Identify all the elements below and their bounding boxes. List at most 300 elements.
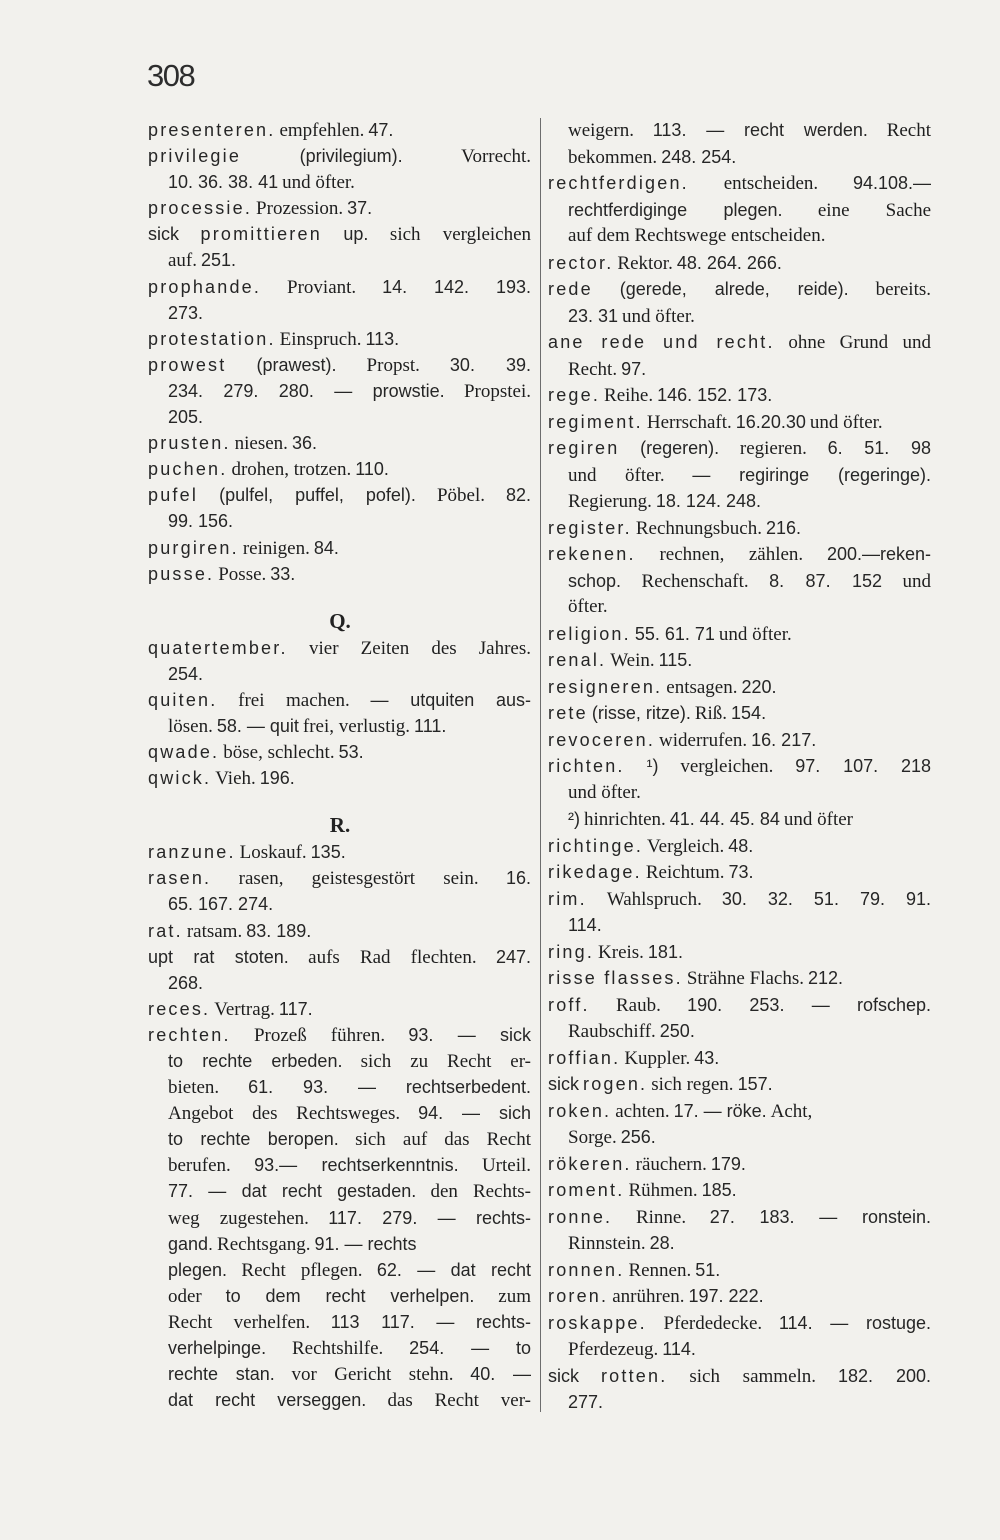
low-german-text: schop. [568, 570, 622, 591]
glossary-line [148, 247, 532, 273]
line-text [168, 972, 204, 993]
low-german-text: 113. [365, 328, 400, 349]
line-text [168, 511, 234, 532]
line-text [548, 1153, 746, 1175]
line-text [148, 689, 531, 711]
german-gloss: lösen. [168, 715, 213, 737]
line-text [148, 946, 532, 968]
headword: prusten. [148, 433, 231, 454]
glossary-line [148, 1100, 532, 1126]
german-gloss: niesen. [234, 433, 288, 455]
german-gloss: vergleichen. [680, 756, 774, 777]
headword: rim. [548, 888, 587, 909]
line-text [168, 1233, 417, 1255]
glossary-entry [548, 859, 932, 886]
glossary-line [148, 169, 532, 195]
glossary-line [548, 144, 932, 171]
line-text [148, 1024, 532, 1046]
line-text [148, 868, 531, 890]
low-german-text: 8. 87. 152 [769, 570, 883, 591]
glossary-line [148, 352, 532, 378]
headword: resigneren. [548, 676, 663, 697]
line-text [148, 537, 339, 559]
line-text [548, 279, 932, 300]
german-gloss: sich regen. [651, 1074, 734, 1095]
german-gloss: rasen, geistesgestört sein. [238, 868, 479, 890]
glossary-line [148, 865, 532, 891]
glossary-entry [548, 515, 932, 542]
low-german-text: 234. 279. 280. — prowstie. [168, 380, 445, 401]
line-text [568, 358, 647, 380]
glossary-line [548, 965, 932, 992]
glossary-line [548, 303, 932, 330]
line-text [548, 252, 782, 274]
german-gloss: empfehlen. [279, 120, 365, 141]
glossary-line [148, 1231, 532, 1257]
line-text [168, 1207, 532, 1229]
low-german-text: 84. [313, 537, 339, 558]
line-text [568, 809, 853, 830]
low-german-text: 51. [695, 1259, 721, 1280]
low-german-text: 220. [741, 676, 777, 697]
low-german-text: 99. 156. [168, 511, 234, 532]
line-text [148, 224, 532, 246]
glossary-entry [548, 833, 932, 860]
line-text [568, 570, 932, 592]
headword: roment. [548, 1180, 625, 1200]
section-letter: R. [329, 813, 351, 838]
headword: ane rede und recht. [548, 332, 775, 352]
low-german-text: 16. 217. [751, 729, 817, 750]
glossary-line [148, 535, 532, 561]
low-german-text: 33. [270, 563, 296, 584]
line-text [548, 650, 693, 671]
german-gloss: berufen. [168, 1155, 231, 1177]
low-german-text: 111. [414, 715, 447, 736]
headword: puchen. [148, 459, 228, 480]
headword: renal. [548, 650, 607, 670]
glossary-line [548, 223, 932, 250]
line-text [548, 544, 932, 565]
line-text [568, 596, 608, 617]
low-german-text: 18. 124. 248. [655, 491, 761, 511]
headword: ronnen. [548, 1259, 625, 1280]
german-gloss: Riß. [694, 703, 728, 724]
section-letter: Q. [329, 608, 351, 633]
left-column [148, 117, 532, 1413]
line-text [548, 994, 932, 1016]
low-german-text: — regiringe (regeringe). [692, 464, 931, 485]
german-gloss: Recht verhelfen. [168, 1311, 311, 1333]
low-german-text: 83. 189. [246, 920, 312, 941]
german-gloss: ohne Grund und [788, 332, 932, 353]
glossary-line [548, 939, 932, 966]
glossary-entry [548, 1098, 932, 1151]
german-gloss: Urteil. [481, 1155, 532, 1177]
right-column [548, 117, 932, 1416]
low-german-text: 40. — [470, 1364, 532, 1385]
line-text [568, 1233, 675, 1254]
glossary-entry [548, 965, 932, 992]
glossary-entry [148, 918, 532, 944]
glossary-line [548, 170, 932, 197]
glossary-line [148, 195, 532, 221]
line-text [548, 729, 817, 751]
line-text [148, 146, 531, 168]
glossary-line [148, 713, 532, 739]
low-german-text: sick [548, 1074, 579, 1094]
glossary-line [548, 727, 932, 754]
german-gloss: sich vergleichen [389, 224, 532, 246]
german-gloss: und [902, 570, 932, 592]
headword: reces. [148, 998, 211, 1019]
german-gloss: Rinnstein. [568, 1233, 646, 1254]
glossary-entry [148, 535, 532, 561]
low-german-text: 181. [647, 941, 683, 962]
line-text [548, 623, 792, 645]
glossary-line [548, 1045, 932, 1072]
headword: rete [548, 703, 588, 723]
line-text [548, 438, 932, 459]
low-german-text: verhelpinge. [168, 1338, 267, 1359]
line-text [548, 835, 754, 857]
headword: rege. [548, 385, 601, 405]
line-text [168, 1311, 531, 1333]
low-german-text: 114. [568, 915, 602, 935]
glossary-entry [548, 727, 932, 754]
line-text [568, 1339, 696, 1360]
line-text [568, 491, 761, 512]
glossary-line [548, 1124, 932, 1151]
glossary-line [148, 561, 532, 587]
headword: rasen. [148, 868, 212, 889]
glossary-line [148, 1387, 532, 1413]
low-german-text: 91. — rechts [314, 1233, 417, 1254]
headword: qwick. [148, 768, 212, 789]
headword: roren. [548, 1286, 609, 1306]
line-text [568, 1021, 695, 1042]
glossary-line [148, 508, 532, 534]
line-text [568, 305, 695, 327]
german-gloss: Posse. [218, 563, 267, 585]
glossary-entry [148, 221, 532, 273]
line-text [548, 703, 767, 724]
low-german-text: 17. — röke. [673, 1100, 767, 1121]
headword: richtinge. [548, 835, 644, 856]
line-text [168, 1051, 532, 1072]
line-text [548, 676, 777, 698]
german-gloss: Rühmen. [628, 1180, 698, 1201]
german-gloss: Rektor. [617, 252, 673, 274]
low-german-text: sick [148, 224, 179, 245]
low-german-text: to rechte beropen. [168, 1129, 339, 1150]
glossary-entry [548, 541, 932, 621]
glossary-entry [148, 765, 532, 791]
german-gloss: Recht [886, 120, 932, 141]
low-german-text: 157. [737, 1074, 773, 1094]
german-gloss: Rennen. [628, 1259, 692, 1281]
line-text [168, 250, 237, 272]
glossary-line [148, 661, 532, 687]
line-text [148, 998, 313, 1020]
glossary-line [548, 780, 932, 807]
glossary-line [148, 274, 532, 300]
glossary-entry [548, 992, 932, 1045]
line-text [148, 768, 295, 790]
low-german-text: 114. — rostuge. [778, 1312, 931, 1333]
glossary-line [548, 1257, 932, 1284]
low-german-text: 93. — sick [408, 1024, 532, 1045]
german-gloss: Prozession. [256, 198, 344, 220]
glossary-entry [548, 939, 932, 966]
low-german-text: 55. 61. 71 [634, 623, 715, 644]
low-german-text: 16. [505, 868, 531, 889]
glossary-entry [548, 329, 932, 382]
german-gloss: und öfter. [718, 623, 792, 645]
line-text [568, 199, 932, 221]
headword: regiren [548, 438, 620, 458]
glossary-entry [148, 944, 532, 996]
glossary-line [148, 404, 532, 430]
glossary-entry [548, 700, 932, 727]
glossary-entry [148, 839, 532, 865]
glossary-line [548, 674, 932, 701]
low-german-text: 248. 254. [661, 146, 737, 167]
line-text [548, 1100, 813, 1122]
line-text [168, 1181, 531, 1203]
headword: rede [548, 279, 593, 299]
line-text [168, 894, 274, 915]
glossary-entry [548, 647, 932, 674]
glossary-line [548, 594, 932, 621]
glossary-line [548, 806, 932, 833]
headword: pufel [148, 485, 199, 506]
german-gloss: Reichtum. [645, 862, 725, 883]
glossary-line [548, 409, 932, 436]
german-gloss: Vergleich. [647, 835, 725, 857]
low-german-text: 251. [201, 250, 237, 271]
low-german-text: 212. [807, 968, 844, 988]
headword: rechten. [148, 1024, 231, 1045]
german-gloss: Regierung. [568, 491, 652, 512]
low-german-text: 62. — dat recht [376, 1259, 531, 1280]
line-text [548, 1259, 721, 1281]
glossary-entry [148, 635, 532, 687]
glossary-line [548, 1204, 932, 1231]
german-gloss: Rechtshilfe. [291, 1338, 384, 1360]
glossary-entry [548, 621, 932, 648]
glossary-line [148, 1022, 532, 1048]
headword: prowest [148, 354, 227, 375]
line-text [148, 563, 296, 585]
low-german-text: 273. [168, 302, 204, 323]
low-german-text: (regeren). [640, 438, 720, 458]
glossary-line [548, 356, 932, 383]
low-german-text: 117. 279. — rechts- [328, 1207, 532, 1228]
german-gloss: auf. [168, 250, 198, 272]
glossary-line [148, 1152, 532, 1178]
low-german-text: 30. 39. [449, 354, 532, 375]
glossary-line [548, 992, 932, 1019]
low-german-text: 77. — dat recht gestaden. [168, 1181, 417, 1202]
glossary-line [148, 456, 532, 482]
german-gloss: eine Sache [817, 199, 932, 221]
line-text [148, 920, 312, 942]
line-text [168, 407, 204, 428]
low-german-text: 37. [347, 198, 373, 219]
headword: quatertember. [148, 637, 288, 658]
line-text [548, 1206, 931, 1228]
german-gloss: anrühren. [612, 1286, 685, 1307]
line-text [168, 715, 447, 737]
headword: rechtferdigen. [548, 173, 689, 193]
line-text [548, 756, 932, 777]
german-gloss: Recht pflegen. [241, 1259, 363, 1281]
glossary-line [148, 891, 532, 917]
glossary-line [548, 1336, 932, 1363]
headword: rekenen. [548, 544, 636, 564]
glossary-line [148, 482, 532, 508]
headword: prophande. [148, 276, 262, 297]
low-german-text: 27. 183. — ronstein. [709, 1206, 931, 1227]
low-german-text: (pulfel, puffel, pofel). [219, 485, 416, 506]
line-text [148, 328, 400, 350]
glossary-line [148, 1205, 532, 1231]
glossary-entry [148, 865, 532, 917]
glossary-line [148, 143, 532, 169]
line-text [568, 225, 826, 246]
low-german-text: 43. [694, 1047, 720, 1068]
german-gloss: Strähne Flachs. [686, 968, 804, 989]
german-gloss: Pöbel. [436, 485, 485, 507]
low-german-text: to rechte erbeden. [168, 1051, 343, 1071]
low-german-text: 190. 253. — rofschep. [687, 994, 932, 1015]
low-german-text: ²) [568, 809, 580, 829]
glossary-entry [148, 326, 532, 352]
german-gloss: reinigen. [242, 537, 310, 559]
headword: regiment. [548, 411, 643, 432]
headword: risse flasses. [548, 968, 683, 988]
german-gloss: und öfter. [622, 305, 695, 327]
low-german-text: 216. [765, 517, 802, 538]
glossary-line [148, 1309, 532, 1335]
headword: promittieren [200, 224, 322, 245]
glossary-line [148, 117, 532, 143]
line-text [168, 1259, 531, 1281]
german-gloss: sich auf das Recht [355, 1129, 531, 1151]
glossary-line [548, 753, 932, 780]
german-gloss: Propstei. [463, 380, 531, 402]
german-gloss: entscheiden. [723, 173, 819, 194]
german-gloss: den Rechts- [430, 1181, 531, 1203]
low-german-text: 93.— rechtserkenntnis. [254, 1155, 459, 1176]
line-text [568, 1127, 656, 1148]
headword: roffian. [548, 1047, 621, 1068]
glossary-entry [548, 117, 932, 170]
low-german-text: 48. [728, 835, 754, 856]
glossary-line [548, 1363, 932, 1390]
glossary-line [148, 1335, 532, 1361]
glossary-line [548, 700, 932, 727]
low-german-text: 65. 167. 274. [168, 894, 274, 915]
glossary-entry [548, 1283, 932, 1310]
low-german-text: 205. [168, 407, 204, 428]
glossary-entry [148, 143, 532, 195]
line-text [548, 1074, 773, 1095]
glossary-line [148, 1178, 532, 1204]
glossary-entry [548, 170, 932, 250]
low-german-text: 200.—reken- [826, 544, 932, 564]
low-german-text: 250. [659, 1021, 695, 1041]
german-gloss: Vertrag. [214, 998, 275, 1020]
german-gloss: Wein. [610, 650, 655, 671]
glossary-entry [148, 430, 532, 456]
glossary-entry [148, 996, 532, 1022]
low-german-text: — utquiten aus- [370, 689, 531, 710]
line-text [168, 1338, 532, 1360]
glossary-line [548, 1230, 932, 1257]
low-german-text: 113. — recht werden. [652, 120, 868, 140]
glossary-line [148, 970, 532, 996]
glossary-entry [548, 886, 932, 939]
low-german-text: 114. [662, 1339, 696, 1359]
glossary-entry [148, 456, 532, 482]
low-german-text: 14. 142. 193. [382, 276, 532, 297]
line-text [168, 663, 204, 684]
line-text [148, 276, 532, 298]
line-text [568, 120, 932, 141]
glossary-entry [548, 382, 932, 409]
german-gloss: aufs Rad flechten. [308, 946, 477, 968]
low-german-text: 41. 44. 45. 84 [669, 809, 780, 829]
low-german-text: 61. 93. — rechtserbedent. [248, 1077, 531, 1098]
german-gloss: Raubschiff. [568, 1021, 656, 1042]
line-text [148, 120, 394, 141]
line-text [168, 1390, 532, 1412]
german-gloss: regieren. [739, 438, 807, 459]
glossary-line [148, 944, 532, 970]
low-german-text: 115. [658, 650, 693, 670]
german-gloss: Pferdezeug. [568, 1339, 659, 1360]
glossary-entry [548, 1177, 932, 1204]
glossary-line [548, 859, 932, 886]
glossary-line [548, 1177, 932, 1204]
german-gloss: und öfter. [568, 781, 641, 803]
line-text [148, 485, 532, 507]
glossary-entry [548, 1257, 932, 1284]
line-text [548, 411, 883, 433]
headword: rikedage. [548, 862, 642, 882]
low-german-text: plegen. [168, 1259, 228, 1280]
glossary-entry [148, 274, 532, 326]
glossary-entry [548, 276, 932, 329]
german-gloss: Rechenschaft. [641, 570, 749, 592]
headword: rector. [548, 252, 614, 273]
glossary-entry [148, 117, 532, 143]
low-german-text: 94. — sich [418, 1103, 531, 1124]
german-gloss: rechnen, zählen. [659, 544, 804, 565]
low-german-text: 110. [355, 459, 389, 480]
german-gloss: bereits. [875, 279, 932, 300]
german-gloss: Rechtsgang. [217, 1233, 311, 1255]
line-text [168, 302, 204, 323]
glossary-line [148, 326, 532, 352]
low-german-text: 16.20.30 [735, 411, 806, 432]
headword: ronne. [548, 1206, 613, 1227]
german-gloss: entsagen. [666, 676, 738, 698]
german-gloss: Loskauf. [239, 842, 307, 864]
glossary-line [148, 687, 532, 713]
